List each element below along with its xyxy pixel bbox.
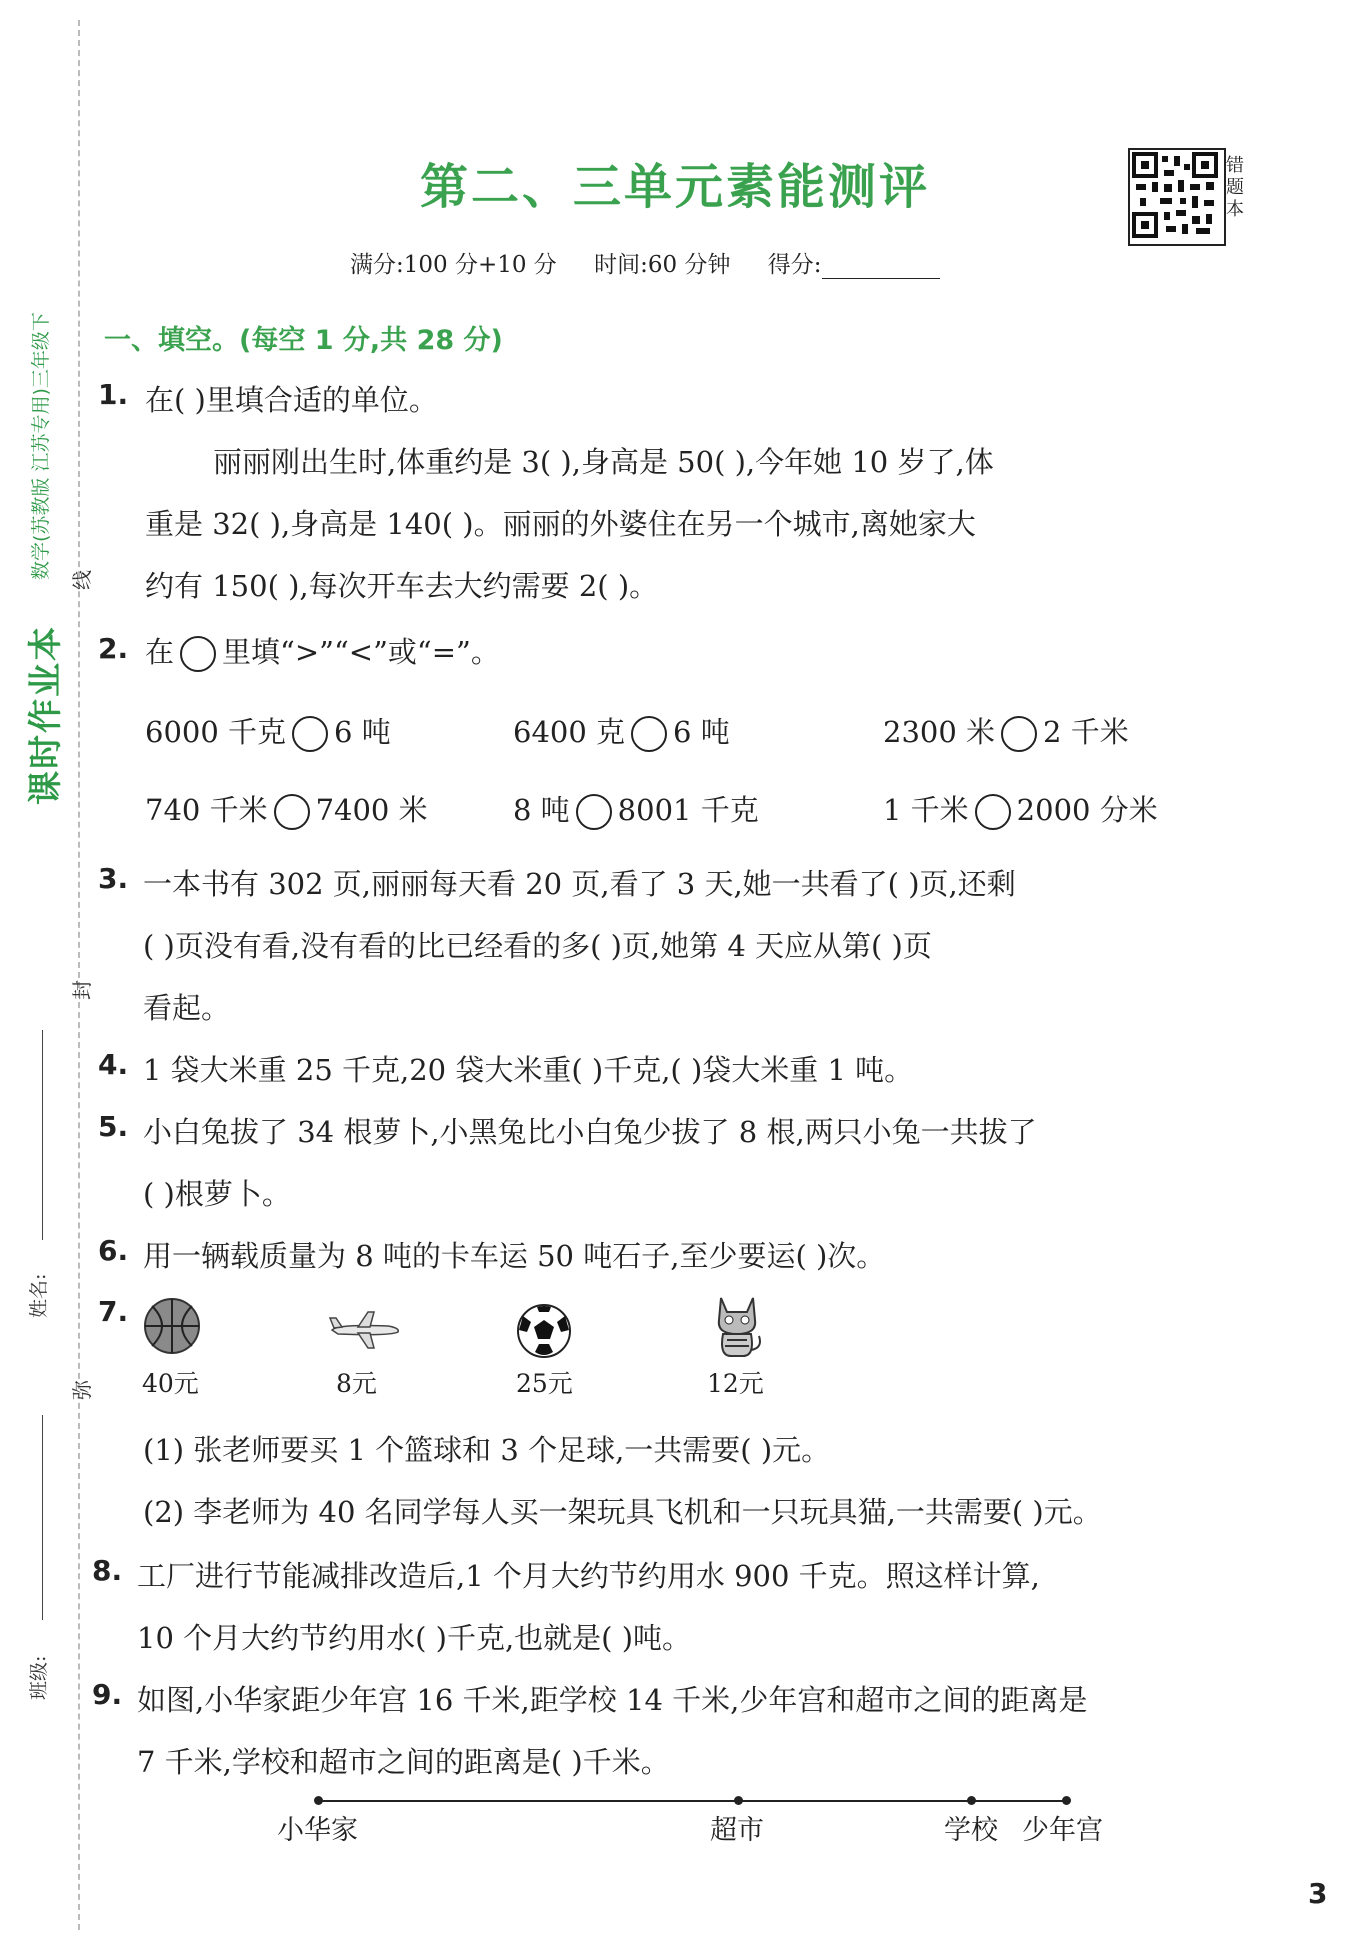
q1-line-2: 重是 32( ),身高是 140( )。丽丽的外婆住在另一个城市,离她家大 (145, 507, 976, 541)
score-label: 得分: (767, 252, 822, 278)
route-point (1062, 1796, 1071, 1805)
place-label: 学校 (944, 1815, 998, 1846)
q2-prompt-a: 在 (145, 635, 175, 669)
score-info-row (350, 246, 970, 279)
question-number: 2. (98, 632, 129, 665)
q7-sub-1: (1) 张老师要买 1 个篮球和 3 个足球,一共需要( )元。 (143, 1433, 831, 1467)
basketball-icon (142, 1296, 202, 1360)
place-label: 超市 (710, 1815, 764, 1846)
qr-code-icon[interactable] (1128, 148, 1226, 246)
q1-line-1: 丽丽刚出生时,体重约是 3( ),身高是 50( ),今年她 10 岁了,体 (213, 445, 994, 479)
question-number: 6. (98, 1234, 129, 1267)
price-label: 40元 (142, 1369, 199, 1398)
compare-item: 2300 米 2 千米 (883, 710, 1129, 752)
toy-cat-icon (707, 1290, 767, 1364)
name-field-line[interactable] (42, 1030, 43, 1240)
page-title: 第二、三单元素能测评 (419, 159, 930, 215)
q7-sub-2: (2) 李老师为 40 名同学每人买一架玩具飞机和一只玩具猫,一共需要( )元。 (143, 1495, 1102, 1529)
compare-item: 6000 千克 6 吨 (145, 710, 391, 752)
q2-prompt (145, 630, 500, 672)
time-limit: 时间:60 分钟 (594, 252, 731, 278)
question-number: 5. (98, 1110, 129, 1143)
answer-circle[interactable] (274, 794, 310, 830)
section-title: 一、填空。(每空 1 分,共 28 分) (104, 325, 503, 356)
route-point (314, 1796, 323, 1805)
answer-circle[interactable] (1001, 716, 1037, 752)
q1-line-3: 约有 150( ),每次开车去大约需要 2( )。 (145, 569, 659, 603)
question-number: 1. (98, 378, 129, 411)
compare-item: 8 吨 8001 千克 (513, 788, 759, 830)
q3-line-2: ( )页没有看,没有看的比已经看的多( )页,她第 4 天应从第( )页 (143, 929, 932, 963)
compare-item: 6400 克 6 吨 (513, 710, 730, 752)
question-number: 8. (92, 1554, 123, 1587)
q3-line-1: 一本书有 302 页,丽丽每天看 20 页,看了 3 天,她一共看了( )页,还剩 (143, 867, 1016, 901)
price-label: 25元 (516, 1369, 573, 1398)
class-field-line[interactable] (42, 1415, 43, 1620)
price-label: 12元 (707, 1369, 764, 1398)
question-number: 4. (98, 1048, 129, 1081)
toy-plane-icon (328, 1310, 402, 1354)
score-blank[interactable] (822, 256, 940, 279)
answer-circle[interactable] (631, 716, 667, 752)
cut-label-seal: 封 (70, 980, 94, 1000)
soccer-ball-icon (515, 1302, 573, 1364)
cut-label-close: 弥 (70, 1380, 94, 1400)
qr-label: 错题本 (1226, 155, 1244, 220)
q5-line-2: ( )根萝卜。 (143, 1177, 291, 1211)
question-number: 9. (92, 1678, 123, 1711)
book-subtitle: 数学(苏教版 江苏专用)三年级下 (30, 312, 52, 580)
answer-circle[interactable] (292, 716, 328, 752)
route-point (734, 1796, 743, 1805)
q2-prompt-b: 里填“>”“<”或“=”。 (222, 635, 500, 669)
route-point (967, 1796, 976, 1805)
place-label: 小华家 (277, 1815, 358, 1846)
q8-line-1: 工厂进行节能减排改造后,1 个月大约节约用水 900 千克。照这样计算, (137, 1559, 1040, 1593)
q3-line-3: 看起。 (143, 991, 231, 1025)
q1-prompt: 在( )里填合适的单位。 (145, 383, 438, 417)
binding-dashed-line (78, 20, 80, 1930)
q8-line-2: 10 个月大约节约用水( )千克,也就是( )吨。 (137, 1621, 692, 1655)
cut-label-line: 线 (70, 570, 94, 590)
q5-line-1: 小白兔拔了 34 根萝卜,小黑兔比小白兔少拔了 8 根,两只小兔一共拔了 (143, 1115, 1037, 1149)
q6-line-1: 用一辆载质量为 8 吨的卡车运 50 吨石子,至少要运( )次。 (143, 1239, 886, 1273)
class-label: 班级: (28, 1655, 50, 1700)
question-number: 3. (98, 862, 129, 895)
compare-item: 1 千米 2000 分米 (883, 788, 1158, 830)
price-label: 8元 (336, 1369, 377, 1398)
answer-circle[interactable] (576, 794, 612, 830)
route-line (318, 1800, 1066, 1802)
page-number: 3 (1308, 1877, 1328, 1910)
place-label: 少年宫 (1022, 1815, 1103, 1846)
answer-circle[interactable] (975, 794, 1011, 830)
circle-icon (180, 636, 216, 672)
name-label: 姓名: (28, 1273, 50, 1318)
brand-logo-text: 课时作业本 (26, 625, 66, 805)
compare-item: 740 千米 7400 米 (145, 788, 428, 830)
full-score: 满分:100 分+10 分 (350, 252, 557, 278)
question-number: 7. (98, 1295, 129, 1328)
q9-line-1: 如图,小华家距少年宫 16 千米,距学校 14 千米,少年宫和超市之间的距离是 (137, 1683, 1088, 1717)
q9-line-2: 7 千米,学校和超市之间的距离是( )千米。 (137, 1745, 670, 1779)
q4-line-1: 1 袋大米重 25 千克,20 袋大米重( )千克,( )袋大米重 1 吨。 (143, 1053, 914, 1087)
